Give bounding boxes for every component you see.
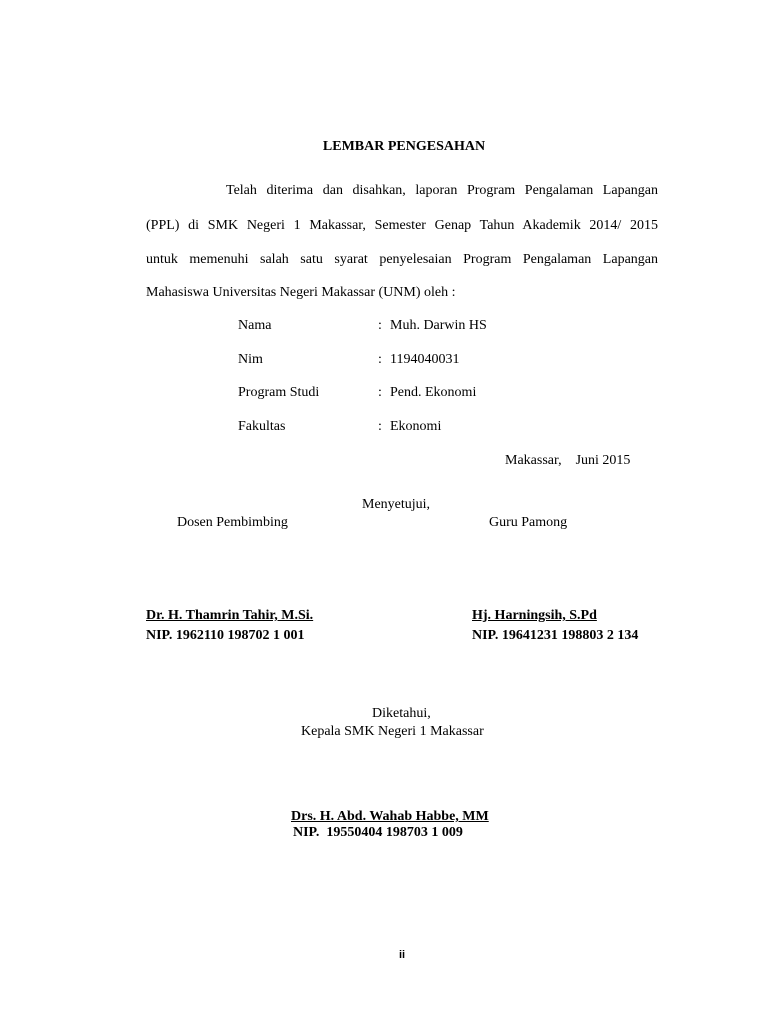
place-date: Makassar, Juni 2015 <box>505 453 631 468</box>
head-signer-name: Drs. H. Abd. Wahab Habbe, MM <box>291 809 489 824</box>
body-paragraph <box>146 183 658 300</box>
right-signer-role: Guru Pamong <box>489 515 568 530</box>
paragraph-line: Telah diterima dan disahkan, laporan Program Pengalaman Lapangan <box>226 183 658 198</box>
field-value-nim: 1194040031 <box>390 352 460 367</box>
field-value-nama: Muh. Darwin HS <box>390 318 487 333</box>
field-label-nim: Nim <box>238 352 263 367</box>
page-number: ii <box>398 949 406 961</box>
field-label-program-studi: Program Studi <box>238 385 320 400</box>
paragraph-line: Mahasiswa Universitas Negeri Makassar (UNM) oleh : <box>146 285 456 300</box>
field-value-fakultas: Ekonomi <box>390 419 442 434</box>
right-signer-name: Hj. Harningsih, S.Pd <box>472 608 597 623</box>
right-signer-nip: NIP. 19641231 198803 2 134 <box>472 628 639 643</box>
paragraph-line: untuk memenuhi salah satu syarat penyelesaian Program Pengalaman Lapangan <box>146 252 658 267</box>
left-signer-role: Dosen Pembimbing <box>177 515 288 530</box>
approval-heading: Menyetujui, <box>362 497 431 512</box>
left-signer-nip: NIP. 1962110 198702 1 001 <box>146 628 305 643</box>
field-label-fakultas: Fakultas <box>238 419 286 434</box>
field-colon: : <box>378 352 382 367</box>
page-title: LEMBAR PENGESAHAN <box>322 139 486 154</box>
head-role: Kepala SMK Negeri 1 Makassar <box>301 724 484 739</box>
field-value-program-studi: Pend. Ekonomi <box>390 385 477 400</box>
field-colon: : <box>378 385 382 400</box>
left-signer-name: Dr. H. Thamrin Tahir, M.Si. <box>146 608 314 623</box>
field-colon: : <box>378 318 382 333</box>
head-signer-nip: NIP. 19550404 198703 1 009 <box>293 825 463 840</box>
acknowledged-heading: Diketahui, <box>372 706 431 721</box>
field-label-nama: Nama <box>238 318 272 333</box>
paragraph-line: (PPL) di SMK Negeri 1 Makassar, Semester Genap Tahun Akademik 2014/ 2015 <box>146 218 658 233</box>
field-colon: : <box>378 419 382 434</box>
